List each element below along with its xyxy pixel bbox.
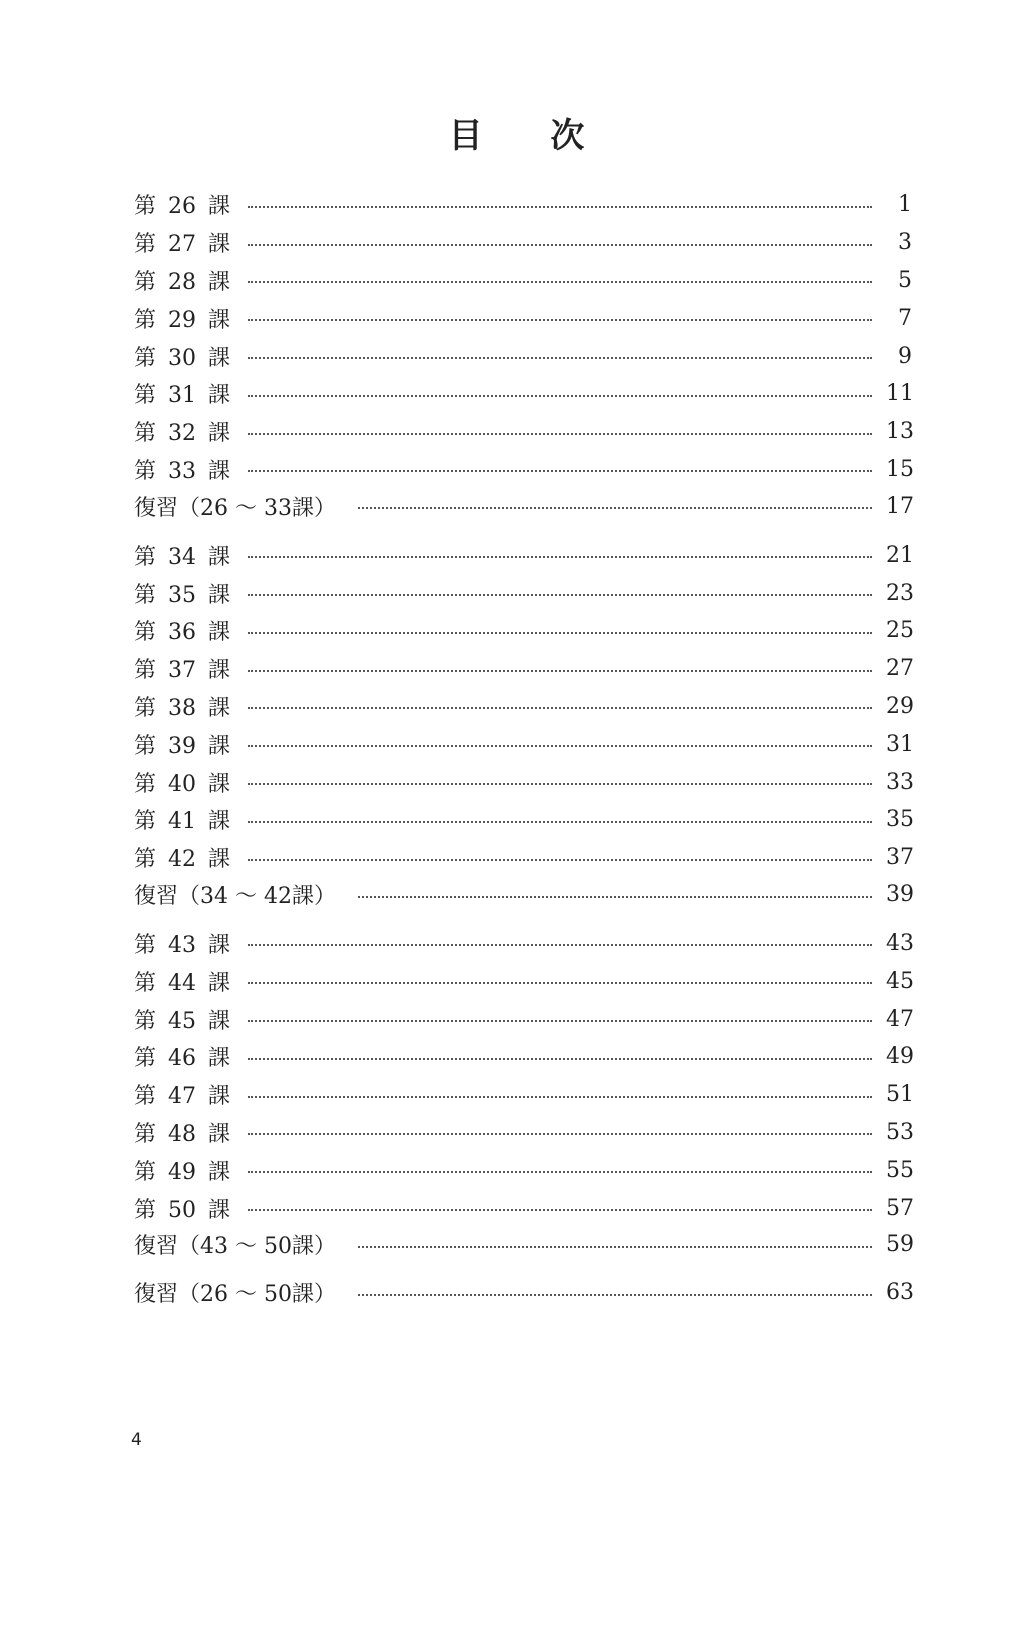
- page-number: 33: [886, 769, 914, 795]
- toc-group: [134, 1275, 914, 1311]
- lesson-number: 28: [168, 269, 197, 295]
- lesson-label: [134, 1155, 230, 1186]
- toc-entry: [134, 925, 914, 963]
- lesson-prefix: 第: [134, 544, 157, 570]
- page-number: 35: [886, 807, 914, 833]
- page-number: 23: [886, 580, 914, 606]
- page-number: 9: [898, 343, 912, 369]
- lesson-suffix: 課: [208, 383, 231, 409]
- lesson-prefix: 第: [134, 1084, 157, 1110]
- lesson-number: 42: [168, 847, 197, 873]
- lesson-prefix: 第: [134, 307, 157, 333]
- toc-entry: [134, 224, 914, 262]
- dot-leader: [248, 745, 872, 747]
- page-number: 25: [886, 618, 914, 644]
- lesson-label: [134, 691, 230, 722]
- lesson-label: [134, 1004, 230, 1035]
- lesson-number: 35: [168, 582, 197, 608]
- dot-leader: [248, 1096, 872, 1098]
- lesson-suffix: 課: [208, 771, 231, 797]
- lesson-label: [134, 378, 230, 409]
- lesson-prefix: 第: [134, 620, 157, 646]
- page-number: 3: [898, 230, 912, 256]
- lesson-suffix: 課: [208, 345, 231, 371]
- toc-entry: [134, 1114, 914, 1152]
- page-number: 47: [886, 1006, 914, 1032]
- lesson-number: 36: [168, 620, 197, 646]
- lesson-suffix: 課: [208, 932, 231, 958]
- page-number: 29: [886, 693, 914, 719]
- lesson-suffix: 課: [208, 847, 231, 873]
- lesson-label: [134, 227, 230, 258]
- lesson-label: [134, 540, 230, 571]
- review-label: 復習（26 ～ 50課）: [134, 1282, 336, 1308]
- lesson-suffix: 課: [208, 458, 231, 484]
- lesson-prefix: 第: [134, 232, 157, 258]
- dot-leader: [248, 281, 872, 283]
- dot-leader: [248, 632, 872, 634]
- toc-group: [134, 925, 914, 1263]
- page-number: 5: [898, 267, 912, 293]
- toc-entry: [134, 801, 914, 839]
- dot-leader: [358, 1294, 872, 1296]
- dot-leader: [248, 1058, 872, 1060]
- dot-leader: [248, 556, 872, 558]
- toc-entry: [134, 1038, 914, 1076]
- lesson-prefix: 第: [134, 1008, 157, 1034]
- dot-leader: [358, 507, 872, 509]
- lesson-prefix: 第: [134, 1197, 157, 1223]
- page-number: 7: [898, 305, 912, 331]
- toc-entry: [134, 451, 914, 489]
- lesson-prefix: 第: [134, 809, 157, 835]
- lesson-label: [134, 767, 230, 798]
- page-number: 21: [886, 542, 914, 568]
- lesson-number: 49: [168, 1159, 197, 1185]
- lesson-prefix: 第: [134, 582, 157, 608]
- toc-entry: [134, 1000, 914, 1038]
- lesson-number: 40: [168, 771, 197, 797]
- dot-leader: [248, 594, 872, 596]
- toc-entry: [134, 413, 914, 451]
- lesson-number: 47: [168, 1084, 197, 1110]
- toc-review-entry: [134, 488, 914, 524]
- lesson-label: [134, 454, 230, 485]
- lesson-number: 41: [168, 809, 197, 835]
- lesson-prefix: 第: [134, 421, 157, 447]
- footer-page-number: 4: [131, 1430, 142, 1450]
- page-number: 59: [886, 1232, 914, 1258]
- page-number: 15: [886, 456, 914, 482]
- page-number: 27: [886, 656, 914, 682]
- toc-entry: [134, 650, 914, 688]
- toc-entry: [134, 1076, 914, 1114]
- lesson-label: [134, 303, 230, 334]
- lesson-number: 39: [168, 733, 197, 759]
- lesson-suffix: 課: [208, 809, 231, 835]
- lesson-suffix: 課: [208, 544, 231, 570]
- page-number: 49: [886, 1044, 914, 1070]
- toc-entry: [134, 536, 914, 574]
- lesson-prefix: 第: [134, 345, 157, 371]
- toc-entry: [134, 839, 914, 877]
- toc-entry: [134, 725, 914, 763]
- lesson-suffix: 課: [208, 1046, 231, 1072]
- toc-entry: [134, 1189, 914, 1227]
- lesson-label: [134, 729, 230, 760]
- lesson-prefix: 第: [134, 970, 157, 996]
- dot-leader: [248, 707, 872, 709]
- lesson-label: [134, 653, 230, 684]
- lesson-suffix: 課: [208, 733, 231, 759]
- dot-leader: [248, 395, 872, 397]
- lesson-number: 29: [168, 307, 197, 333]
- lesson-label: [134, 341, 230, 372]
- page-number: 45: [886, 968, 914, 994]
- lesson-label: [134, 804, 230, 835]
- page-number: 1: [898, 192, 912, 218]
- lesson-prefix: 第: [134, 269, 157, 295]
- dot-leader: [248, 244, 872, 246]
- lesson-suffix: 課: [208, 970, 231, 996]
- lesson-suffix: 課: [208, 269, 231, 295]
- lesson-number: 30: [168, 345, 197, 371]
- lesson-suffix: 課: [208, 1008, 231, 1034]
- lesson-number: 34: [168, 544, 197, 570]
- toc-entry: [134, 262, 914, 300]
- lesson-label: [134, 615, 230, 646]
- lesson-number: 45: [168, 1008, 197, 1034]
- dot-leader: [248, 783, 872, 785]
- toc-entry: [134, 375, 914, 413]
- lesson-prefix: 第: [134, 771, 157, 797]
- lesson-suffix: 課: [208, 1084, 231, 1110]
- lesson-suffix: 課: [208, 1121, 231, 1147]
- dot-leader: [248, 1209, 872, 1211]
- review-label: 復習（34 ～ 42課）: [134, 884, 336, 910]
- toc-entry: [134, 688, 914, 726]
- page-number: 31: [886, 731, 914, 757]
- page-number: 13: [886, 419, 914, 445]
- page-number: 55: [886, 1157, 914, 1183]
- lesson-label: [134, 416, 230, 447]
- lesson-number: 50: [168, 1197, 197, 1223]
- toc-entry: [134, 962, 914, 1000]
- lesson-suffix: 課: [208, 1197, 231, 1223]
- dot-leader: [248, 206, 872, 208]
- lesson-label: [134, 578, 230, 609]
- lesson-suffix: 課: [208, 582, 231, 608]
- page-number: 51: [886, 1082, 914, 1108]
- page-number: 57: [886, 1195, 914, 1221]
- toc-review-entry: [134, 1227, 914, 1263]
- page-number: 39: [886, 882, 914, 908]
- page-number: 53: [886, 1119, 914, 1145]
- dot-leader: [248, 859, 872, 861]
- dot-leader: [248, 982, 872, 984]
- lesson-suffix: 課: [208, 658, 231, 684]
- dot-leader: [248, 821, 872, 823]
- lesson-label: [134, 1193, 230, 1224]
- review-label: 復習（26 ～ 33課）: [134, 495, 336, 521]
- toc-group: [134, 186, 914, 524]
- dot-leader: [248, 944, 872, 946]
- review-label: 復習（43 ～ 50課）: [134, 1234, 336, 1260]
- lesson-prefix: 第: [134, 383, 157, 409]
- dot-leader: [248, 670, 872, 672]
- lesson-number: 46: [168, 1046, 197, 1072]
- toc-entry: [134, 337, 914, 375]
- lesson-number: 38: [168, 695, 197, 721]
- lesson-suffix: 課: [208, 232, 231, 258]
- lesson-suffix: 課: [208, 421, 231, 447]
- lesson-prefix: 第: [134, 1159, 157, 1185]
- toc-entry: [134, 763, 914, 801]
- page-number: 37: [886, 845, 914, 871]
- toc-entry: [134, 1151, 914, 1189]
- lesson-suffix: 課: [208, 620, 231, 646]
- lesson-suffix: 課: [208, 1159, 231, 1185]
- lesson-suffix: 課: [208, 695, 231, 721]
- lesson-label: [134, 842, 230, 873]
- dot-leader: [358, 1246, 872, 1248]
- lesson-prefix: 第: [134, 932, 157, 958]
- lesson-prefix: 第: [134, 194, 157, 220]
- page-number: 63: [886, 1280, 914, 1306]
- dot-leader: [248, 1133, 872, 1135]
- toc-review-entry: [134, 1275, 914, 1311]
- lesson-suffix: 課: [208, 307, 231, 333]
- lesson-label: [134, 189, 230, 220]
- table-of-contents: [134, 186, 914, 1323]
- lesson-label: [134, 1041, 230, 1072]
- page-title: 目 次: [448, 116, 613, 156]
- lesson-number: 27: [168, 232, 197, 258]
- toc-entry: [134, 574, 914, 612]
- dot-leader: [248, 319, 872, 321]
- toc-entry: [134, 186, 914, 224]
- toc-entry: [134, 299, 914, 337]
- toc-review-entry: [134, 877, 914, 913]
- page-number: 17: [886, 493, 914, 519]
- lesson-prefix: 第: [134, 458, 157, 484]
- lesson-suffix: 課: [208, 194, 231, 220]
- lesson-number: 33: [168, 458, 197, 484]
- page-number: 43: [886, 930, 914, 956]
- lesson-prefix: 第: [134, 847, 157, 873]
- dot-leader: [248, 1020, 872, 1022]
- lesson-number: 37: [168, 658, 197, 684]
- lesson-label: [134, 966, 230, 997]
- lesson-number: 48: [168, 1121, 197, 1147]
- dot-leader: [248, 1171, 872, 1173]
- lesson-number: 43: [168, 932, 197, 958]
- lesson-number: 31: [168, 383, 197, 409]
- lesson-prefix: 第: [134, 733, 157, 759]
- lesson-prefix: 第: [134, 1121, 157, 1147]
- lesson-number: 44: [168, 970, 197, 996]
- dot-leader: [248, 357, 872, 359]
- lesson-label: [134, 928, 230, 959]
- lesson-prefix: 第: [134, 695, 157, 721]
- toc-entry: [134, 612, 914, 650]
- lesson-label: [134, 265, 230, 296]
- dot-leader: [248, 433, 872, 435]
- lesson-label: [134, 1079, 230, 1110]
- lesson-label: [134, 1117, 230, 1148]
- page-number: 11: [886, 381, 914, 407]
- toc-group: [134, 536, 914, 912]
- lesson-number: 32: [168, 421, 197, 447]
- dot-leader: [358, 896, 872, 898]
- lesson-prefix: 第: [134, 1046, 157, 1072]
- lesson-number: 26: [168, 194, 197, 220]
- dot-leader: [248, 470, 872, 472]
- lesson-prefix: 第: [134, 658, 157, 684]
